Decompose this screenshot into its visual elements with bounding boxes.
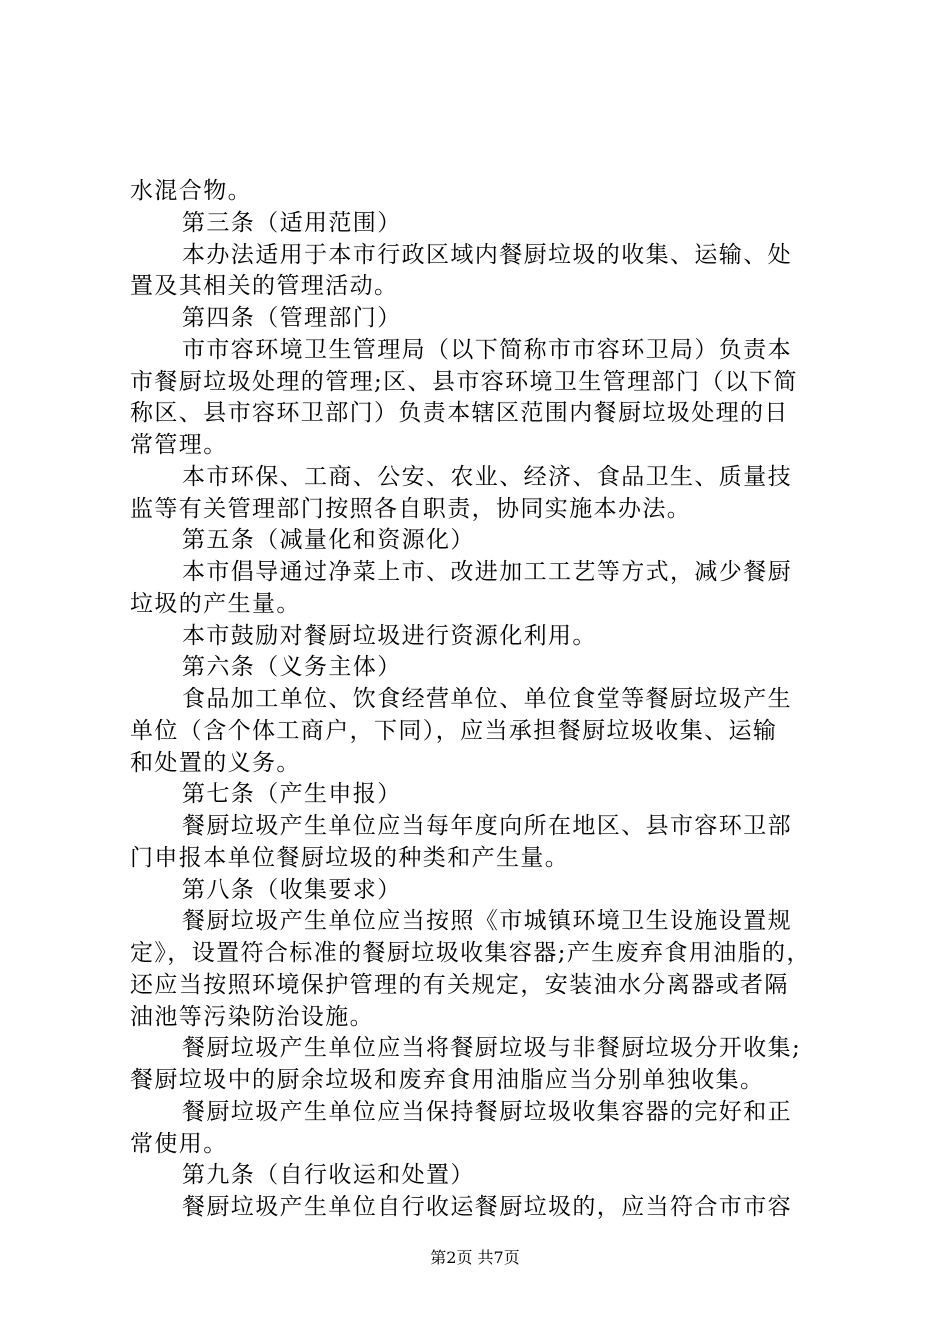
text-line: 本市倡导通过净菜上市、改进加工工艺等方式，减少餐厨 [182,559,792,585]
text-line: 常管理。 [130,432,228,458]
text-line: 门申报本单位餐厨垃圾的种类和产生量。 [130,844,570,871]
text-line: 第四条（管理部门） [182,305,402,331]
text-line: 餐厨垃圾产生单位应当保持餐厨垃圾收集容器的完好和正 [182,1098,792,1125]
text-line: 常使用。 [130,1130,228,1157]
text-line: 第九条（自行收运和处置） [182,1162,475,1189]
text-line: 市餐厨垃圾处理的管理;区、县市容环境卫生管理部门（以下简 [130,368,798,395]
text-line: 油池等污染防治设施。 [130,1003,374,1030]
text-line: 监等有关管理部门按照各自职责，协同实施本办法。 [130,495,692,522]
text-line: 本办法适用于本市行政区域内餐厨垃圾的收集、运输、处 [182,241,792,268]
text-line: 餐厨垃圾产生单位应当按照《市城镇环境卫生设施设置规 [182,908,792,935]
text-line: 还应当按照环境保护管理的有关规定，安装油水分离器或者隔 [130,971,789,998]
text-line: 第七条（产生申报） [182,781,402,808]
text-line: 市市容环境卫生管理局（以下简称市市容环卫局）负责本 [182,336,792,363]
text-line: 餐厨垃圾产生单位应当将餐厨垃圾与非餐厨垃圾分开收集; [182,1035,802,1062]
text-line: 本市环保、工商、公安、农业、经济、食品卫生、质量技 [182,463,792,490]
text-line: 单位（含个体工商户，下同），应当承担餐厨垃圾收集、运输 [130,717,778,744]
text-line: 第六条（义务主体） [182,654,402,681]
page-footer [0,1245,950,1268]
text-line: 第五条（减量化和资源化） [182,527,475,554]
text-line: 第三条（适用范围） [182,209,402,236]
text-line: 餐厨垃圾产生单位应当每年度向所在地区、县市容环卫部 [182,813,792,839]
text-line: 水混合物。 [130,178,252,204]
text-line: 第八条（收集要求） [182,876,402,903]
text-line: 餐厨垃圾中的厨余垃圾和废弃食用油脂应当分别单独收集。 [130,1067,765,1093]
text-line: 定》，设置符合标准的餐厨垃圾收集容器;产生废弃食用油脂的， [130,940,811,966]
document-body [130,176,830,1224]
text-line: 本市鼓励对餐厨垃圾进行资源化利用。 [182,622,597,649]
text-line: 和处置的义务。 [130,749,301,776]
text-line: 置及其相关的管理活动。 [130,273,399,300]
text-line: 餐厨垃圾产生单位自行收运餐厨垃圾的，应当符合市市容 [182,1194,792,1220]
page-number-label: 第2页 共7页 [430,1248,520,1267]
text-line: 食品加工单位、饮食经营单位、单位食堂等餐厨垃圾产生 [182,686,792,712]
text-line: 称区、县市容环卫部门）负责本辖区范围内餐厨垃圾处理的日 [130,400,789,427]
text-line: 垃圾的产生量。 [130,590,301,617]
